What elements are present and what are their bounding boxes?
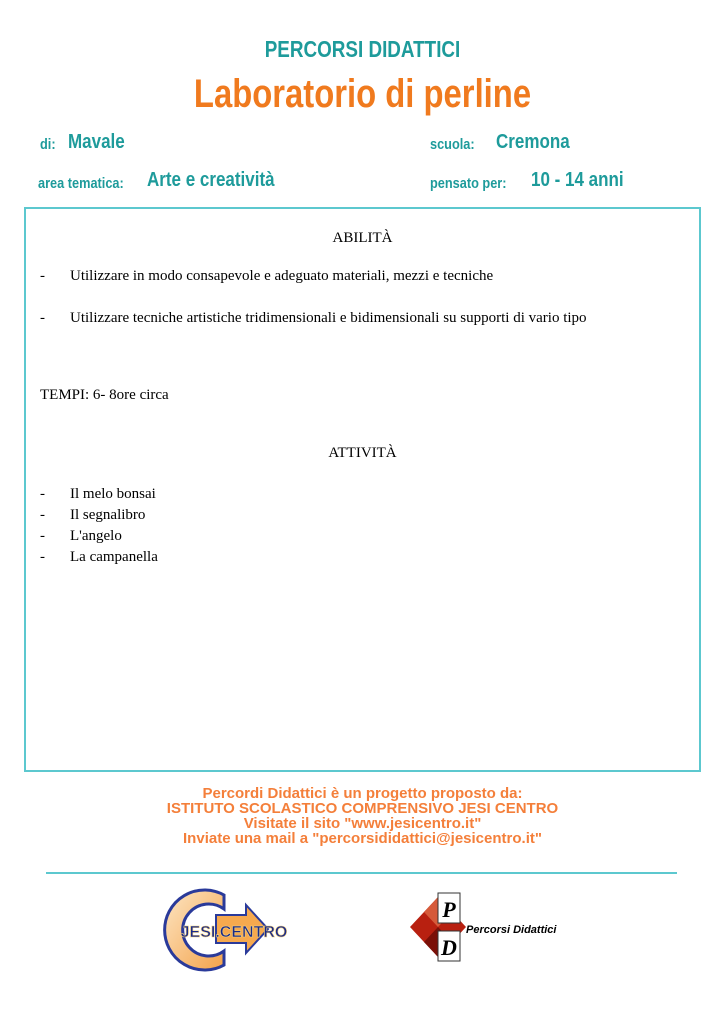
activity-item: L'angelo <box>70 528 122 544</box>
skill-item: Utilizzare in modo consapevole e adeguato materiali, mezzi e tecniche <box>70 268 494 284</box>
school-value: Cremona <box>496 131 570 153</box>
activity-bullet: - <box>40 528 45 544</box>
activity-item: La campanella <box>70 549 158 565</box>
page-title: Laboratorio di perline <box>193 72 532 116</box>
area-value: Arte e creatività <box>147 169 275 191</box>
author-label: di: <box>40 136 56 153</box>
area-label: area tematica: <box>38 175 124 192</box>
footer-line-3: Visitate il sito "www.jesicentro.it" <box>243 815 482 832</box>
skills-heading: ABILITÀ <box>332 230 393 246</box>
footer-line-1: Percordi Didattici è un progetto proposto da: <box>202 785 523 802</box>
footer-line-4: Inviate una mail a "percorsididattici@jesicentro.it" <box>183 830 542 847</box>
jesi-logo-text: JESI.CENTRO <box>180 924 288 941</box>
pd-letter-d: D <box>441 935 457 960</box>
footer-line-2: ISTITUTO SCOLASTICO COMPRENSIVO JESI CENTRO <box>166 800 559 817</box>
skill-item: Utilizzare tecniche artistiche tridimensionali e bidimensionali su supporti di vario tipo <box>70 310 587 326</box>
activity-bullet: - <box>40 549 45 565</box>
pd-logo-text: Percorsi Didattici <box>466 924 557 936</box>
activity-bullet: - <box>40 486 45 502</box>
skill-bullet: - <box>40 310 45 326</box>
activities-heading: ATTIVITÀ <box>328 445 397 461</box>
activity-bullet: - <box>40 507 45 523</box>
pd-letter-p: P <box>442 897 456 922</box>
percorsi-didattici-logo <box>404 887 584 967</box>
times-text: TEMPI: 6- 8ore circa <box>40 387 169 403</box>
activity-item: Il melo bonsai <box>70 486 156 502</box>
jesi-centro-logo <box>146 885 306 975</box>
skill-bullet: - <box>40 268 45 284</box>
author-value: Mavale <box>68 131 125 153</box>
footer-divider <box>46 872 677 874</box>
target-value: 10 - 14 anni <box>531 169 624 191</box>
page-kicker: PERCORSI DIDATTICI <box>264 36 461 62</box>
school-label: scuola: <box>430 136 475 153</box>
activity-item: Il segnalibro <box>70 507 146 523</box>
target-label: pensato per: <box>430 175 507 192</box>
